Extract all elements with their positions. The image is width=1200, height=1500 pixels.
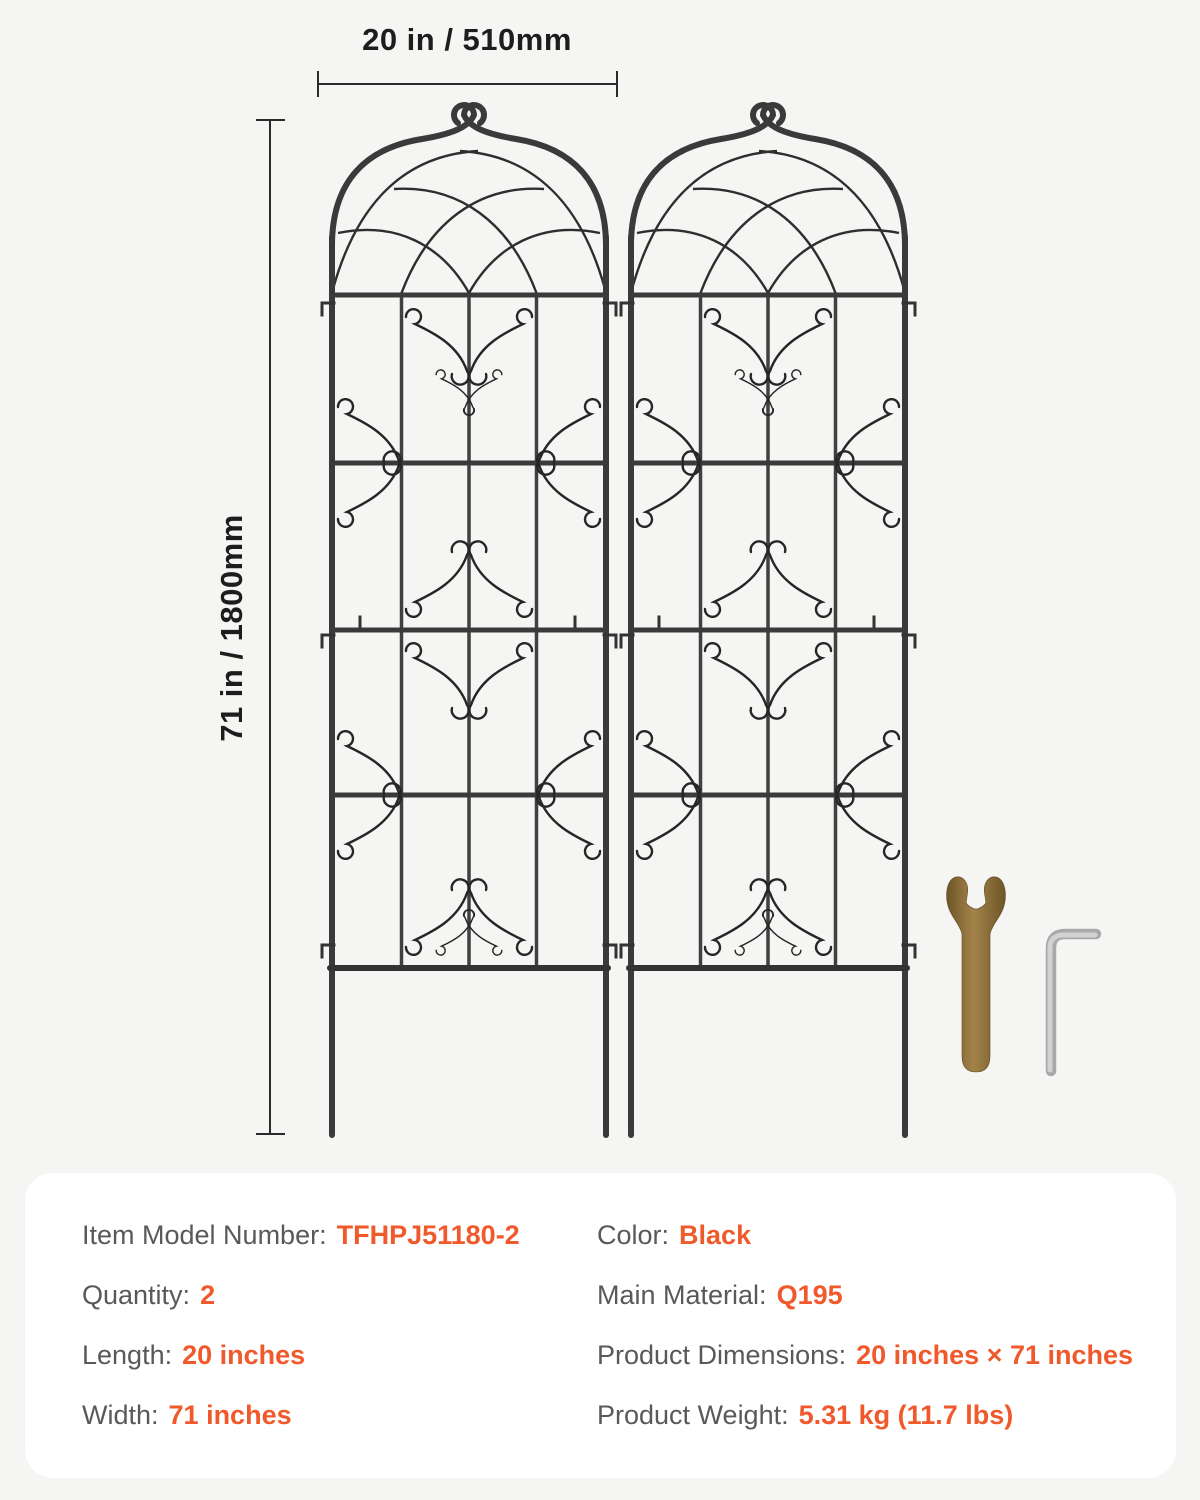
trellis-panel-1 (322, 105, 616, 1135)
spec-label: Length: (82, 1339, 173, 1370)
spec-row-product-weight (597, 1385, 1157, 1445)
spec-value: TFHPJ51180-2 (336, 1219, 520, 1250)
spec-row-color (597, 1205, 1157, 1265)
width-dimension-line (318, 71, 617, 97)
allen-key-icon (1050, 934, 1096, 1071)
spec-label: Item Model Number: (82, 1219, 327, 1250)
trellis-panel-2 (621, 105, 915, 1135)
spec-row-material (597, 1265, 1157, 1325)
width-dimension-label: 20 in / 510mm (362, 22, 572, 57)
height-dimension-label: 71 in / 1800mm (214, 514, 249, 742)
spec-row-product-dimensions (597, 1325, 1157, 1385)
spec-label: Main Material: (597, 1279, 767, 1310)
spec-value: Q195 (776, 1279, 843, 1310)
wrench-icon (947, 877, 1006, 1072)
spec-value: 20 inches (182, 1339, 306, 1370)
spec-row-quantity (82, 1265, 582, 1325)
spec-value: 20 inches × 71 inches (856, 1339, 1134, 1370)
spec-label: Width: (82, 1399, 159, 1430)
spec-label: Product Weight: (597, 1399, 789, 1430)
spec-value: 5.31 kg (11.7 lbs) (798, 1399, 1014, 1430)
spec-card (25, 1173, 1176, 1478)
spec-row-width (82, 1385, 582, 1445)
spec-column-right (597, 1205, 1157, 1445)
spec-label: Product Dimensions: (597, 1339, 847, 1370)
spec-column-left (82, 1205, 582, 1445)
spec-value: Black (679, 1219, 752, 1250)
height-dimension-line (256, 120, 285, 1134)
spec-row-model (82, 1205, 582, 1265)
spec-value: 71 inches (168, 1399, 292, 1430)
spec-label: Color: (597, 1219, 670, 1250)
spec-value: 2 (200, 1279, 216, 1310)
spec-label: Quantity: (82, 1279, 191, 1310)
spec-row-length (82, 1325, 582, 1385)
